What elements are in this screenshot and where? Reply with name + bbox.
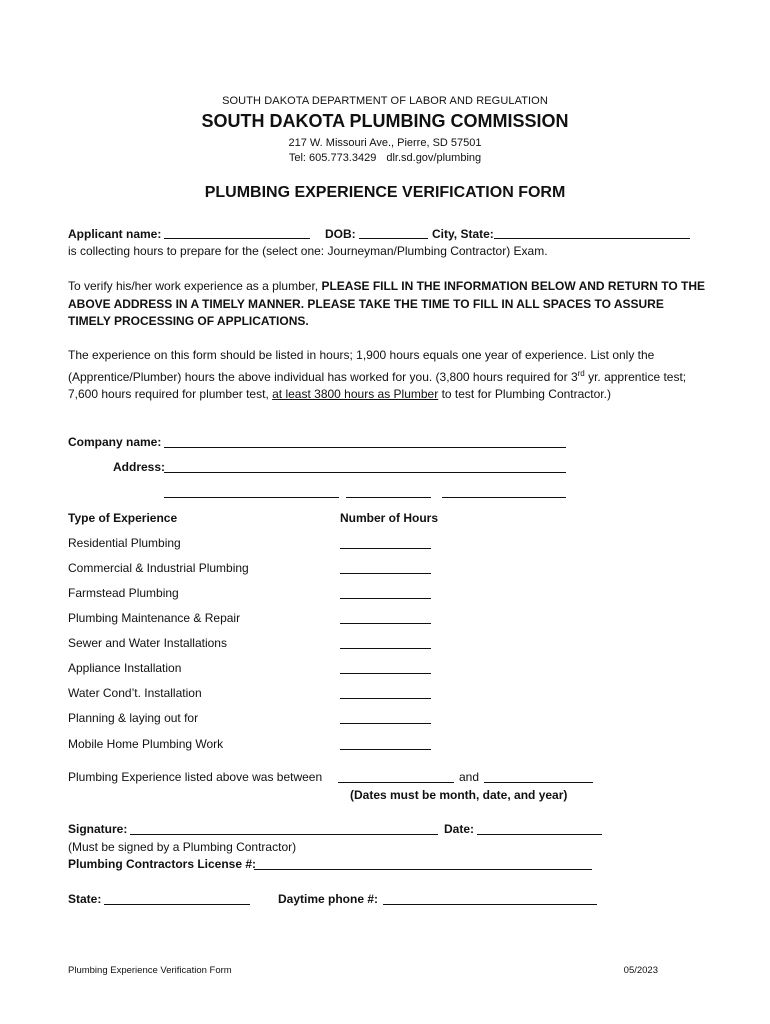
signature-date-field[interactable]: [477, 834, 602, 835]
exam-line: is collecting hours to prepare for the (select one: Journeyman/Plumbing Contractor) Exam.: [68, 244, 548, 258]
city-field[interactable]: [164, 497, 339, 498]
dob-label-wrap: [325, 227, 356, 241]
dob-label: DOB:: [325, 227, 356, 241]
row-commercial-industrial: Commercial & Industrial Plumbing: [68, 561, 249, 575]
col-number-of-hours: Number of Hours: [340, 511, 439, 525]
dates-between-label: Plumbing Experience listed above was between: [68, 770, 323, 784]
city-state-field[interactable]: [494, 238, 690, 239]
state-label: State:: [68, 892, 102, 906]
row-mobile-home: Mobile Home Plumbing Work: [68, 737, 224, 751]
company-name-field[interactable]: [164, 447, 566, 448]
signature-label: Signature:: [68, 822, 128, 836]
instructions-intro: To verify his/her work experience as a plumber,: [68, 279, 319, 293]
row-residential-plumbing: Residential Plumbing: [68, 536, 181, 550]
row-appliance-installation: Appliance Installation: [68, 661, 182, 675]
hours-field-sewer[interactable]: [340, 648, 431, 649]
signature-field[interactable]: [130, 834, 438, 835]
phone-label-wrap: [278, 892, 378, 906]
experience-note-part1: The experience on this form should be listed in hours; 1,900 hours equals one year of experience. List only the (Apprentice/Plumber) hours the above individual has worked for you. (3,800 hours required for 3: [68, 348, 655, 384]
state-field[interactable]: [346, 497, 431, 498]
commission-name: SOUTH DAKOTA PLUMBING COMMISSION: [201, 111, 569, 131]
dob-field[interactable]: [359, 238, 428, 239]
col-hours-wrap: [340, 511, 438, 525]
company-name-label-wrap: [68, 435, 161, 449]
form-title: PLUMBING EXPERIENCE VERIFICATION FORM: [204, 184, 566, 201]
hours-field-farmstead[interactable]: [340, 598, 431, 599]
end-date-field[interactable]: [484, 782, 593, 783]
commission-address: 217 W. Missouri Ave., Pierre, SD 57501: [288, 137, 482, 149]
daytime-phone-field[interactable]: [383, 904, 597, 905]
must-be-signed-note: (Must be signed by a Plumbing Contractor): [68, 840, 297, 854]
license-label-wrap: [68, 857, 256, 871]
dates-and-label: and: [459, 770, 480, 784]
website-link[interactable]: dlr.sd.gov/plumbing: [386, 152, 482, 164]
zip-field[interactable]: [442, 497, 566, 498]
license-field[interactable]: [254, 869, 592, 870]
contact-line: [0, 152, 770, 164]
address-field[interactable]: [164, 472, 566, 473]
applicant-name-field[interactable]: [164, 238, 310, 239]
experience-note-part2: yr. apprentice test; 7,600 hours required for plumber test,: [68, 369, 687, 401]
signature-label-wrap: [68, 822, 127, 836]
row-sewer-water: Sewer and Water Installations: [68, 636, 227, 650]
row-planning-laying-out: Planning & laying out for: [68, 711, 199, 725]
state-label-wrap: [68, 892, 101, 906]
license-label: Plumbing Contractors License #:: [68, 857, 257, 871]
start-date-field[interactable]: [338, 782, 454, 783]
hours-field-maintenance[interactable]: [340, 623, 431, 624]
telephone: Tel: 605.773.3429: [288, 152, 377, 164]
hours-field-residential[interactable]: [340, 548, 431, 549]
experience-note: [68, 347, 708, 404]
row-water-cond-installation: Water Cond’t. Installation: [68, 686, 202, 700]
applicant-line: [68, 227, 161, 241]
instructions-bold: PLEASE FILL IN THE INFORMATION BELOW AND RETURN TO THE ABOVE ADDRESS IN A TIMELY MANNER. PLEASE TAKE THE TIME TO FILL IN ALL SPACES TO ASSURE TIMELY PROCESSING OF APPLICATIONS.: [68, 279, 706, 328]
applicant-name-label: Applicant name:: [68, 227, 162, 241]
date-label-wrap: [444, 822, 474, 836]
company-name-label: Company name:: [68, 435, 162, 449]
hours-field-commercial[interactable]: [340, 573, 431, 574]
experience-note-sup: rd: [577, 368, 585, 378]
row-maintenance-repair: Plumbing Maintenance & Repair: [68, 611, 241, 625]
city-state-label-wrap: [432, 227, 494, 241]
address-label-wrap: [113, 460, 165, 474]
daytime-phone-label: Daytime phone #:: [278, 892, 379, 906]
hours-field-water-cond[interactable]: [340, 698, 431, 699]
hours-field-appliance[interactable]: [340, 673, 431, 674]
col-type-of-experience: Type of Experience: [68, 511, 178, 525]
row-farmstead-plumbing: Farmstead Plumbing: [68, 586, 179, 600]
col-type-wrap: [68, 511, 177, 525]
experience-note-underlined: at least 3800 hours as Plumber: [272, 387, 439, 401]
address-label: Address:: [113, 460, 166, 474]
license-state-field[interactable]: [104, 904, 250, 905]
department-name: SOUTH DAKOTA DEPARTMENT OF LABOR AND REGULATION: [222, 95, 548, 107]
dates-note-wrap: [350, 788, 567, 802]
hours-field-mobile-home[interactable]: [340, 749, 431, 750]
experience-note-part3: to test for Plumbing Contractor.): [438, 387, 611, 401]
hours-field-planning[interactable]: [340, 723, 431, 724]
footer-form-name: Plumbing Experience Verification Form: [68, 965, 232, 976]
dates-note: (Dates must be month, date, and year): [350, 788, 568, 802]
city-state-label: City, State:: [432, 227, 494, 241]
footer-revision-date: 05/2023: [623, 965, 658, 976]
instructions-paragraph: [68, 278, 708, 331]
date-label: Date:: [444, 822, 475, 836]
